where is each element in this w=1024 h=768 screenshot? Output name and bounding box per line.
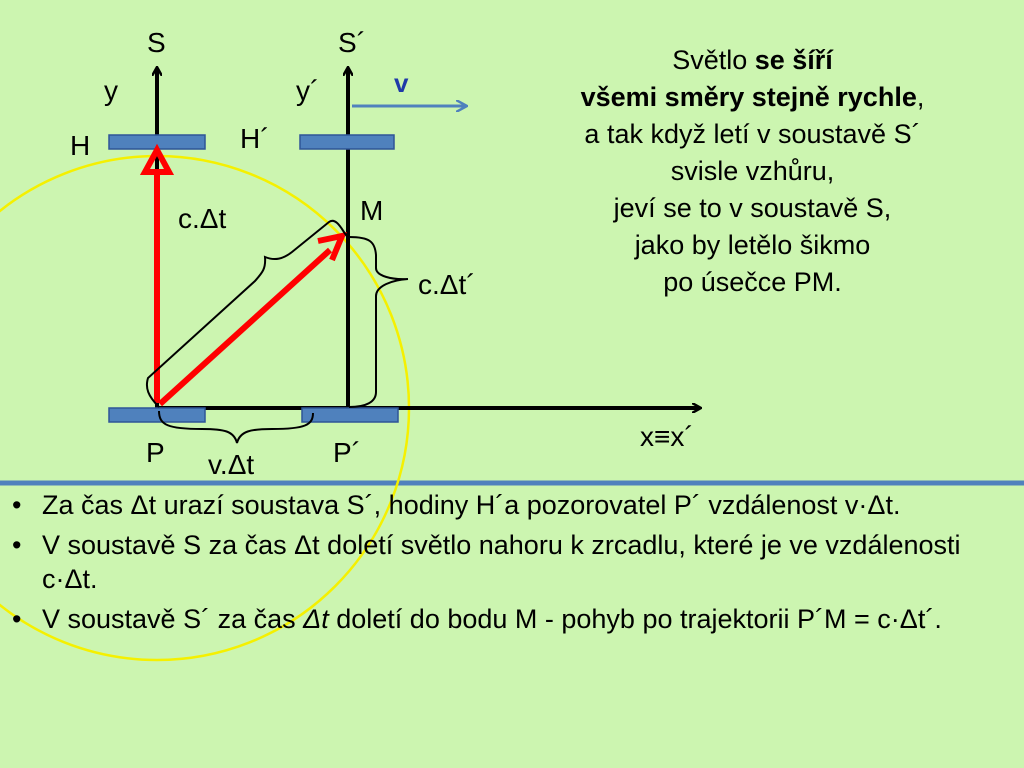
explanation-line-1: Světlo se šíří: [672, 45, 833, 75]
bullet-list: [12, 488, 1017, 642]
bullet-icon: •: [12, 604, 22, 634]
label-m: M: [360, 195, 384, 226]
label-s: S: [147, 27, 166, 58]
label-y-prime: y´: [296, 75, 320, 106]
observer-p-prime: [302, 408, 398, 422]
bullet-icon: •: [12, 530, 22, 560]
brace-diagonal: [147, 221, 347, 407]
label-v-dt: v.Δt: [208, 449, 255, 480]
explanation-line-7: po úsečce PM.: [663, 267, 842, 297]
label-p: P: [146, 437, 165, 468]
explanation-line-3: a tak když letí v soustavě S´: [584, 119, 921, 149]
light-ray-diagonal: [160, 250, 330, 404]
observer-p: [109, 408, 205, 422]
explanation-line-4: svisle vzhůru,: [670, 156, 835, 186]
explanation-line-5: jeví se to v soustavě S,: [613, 193, 892, 223]
bullet-item-2: • V soustavě S za čas Δt doletí světlo nahoru k zrcadlu, které je ve vzdálenosti c·Δt.: [12, 530, 961, 594]
explanation-text: [515, 42, 990, 301]
bullet-item-1: • Za čas Δt urazí soustava S´, hodiny H´a pozorovatel P´ vzdálenost v·Δt.: [12, 490, 901, 520]
explanation-line-6: jako by letělo šikmo: [634, 230, 871, 260]
explanation-line-2: všemi směry stejně rychle,: [580, 82, 925, 112]
label-x-axis: x≡x´: [640, 421, 694, 452]
label-y: y: [104, 75, 118, 106]
label-v: v: [394, 68, 409, 98]
label-c-dt-prime: c.Δt´: [418, 269, 476, 300]
brace-vertical: [349, 237, 408, 407]
bullet-item-3: • V soustavě S´ za čas Δt doletí do bodu M - pohyb po trajektorii P´M = c·Δt´.: [12, 604, 942, 634]
mirror-h-prime: [300, 135, 394, 149]
label-c-dt: c.Δt: [178, 203, 227, 234]
bullet-icon: •: [12, 490, 22, 520]
label-h: H: [70, 130, 91, 161]
label-h-prime: H´: [240, 123, 270, 154]
label-s-prime: S´: [338, 27, 366, 58]
label-p-prime: P´: [333, 437, 361, 468]
